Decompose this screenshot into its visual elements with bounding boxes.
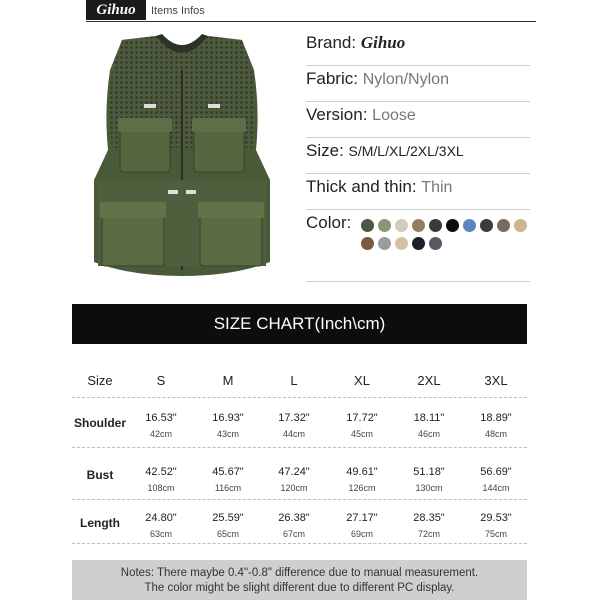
table-cell (463, 408, 529, 439)
thickness-label: Thick and thin: (306, 177, 417, 196)
color-swatch[interactable] (446, 219, 459, 232)
table-cell (128, 508, 194, 539)
color-swatch[interactable] (429, 237, 442, 250)
row-label-shoulder: Shoulder (73, 416, 126, 430)
version-value: Loose (372, 107, 416, 124)
cell-inch-value: 24.80" (145, 512, 177, 524)
cell-cm-value: 45cm (350, 429, 373, 439)
color-swatch[interactable] (361, 219, 374, 232)
size-header-l: L (290, 373, 298, 388)
cell-cm-value: 43cm (216, 429, 239, 439)
thickness-value: Thin (421, 179, 453, 196)
notes-box (72, 560, 527, 600)
size-header-3xl: 3XL (484, 373, 508, 388)
brand-logo: Gihuo (86, 0, 146, 20)
table-cell (128, 462, 194, 493)
brand-value: Gihuo (360, 33, 406, 52)
cell-cm-value: 120cm (280, 483, 308, 493)
spec-brand (306, 30, 530, 66)
cell-inch-value: 18.11" (413, 412, 445, 424)
cell-cm-value: 72cm (417, 529, 440, 539)
fabric-label: Fabric: (306, 69, 358, 88)
spec-version (306, 102, 530, 138)
table-cell (463, 508, 529, 539)
cell-inch-value: 17.32" (278, 412, 310, 424)
color-swatch[interactable] (463, 219, 476, 232)
fabric-value: Nylon/Nylon (362, 71, 449, 88)
vest-illustration (84, 30, 280, 282)
cell-cm-value: 44cm (282, 429, 305, 439)
notes-line-2: The color might be slight different due to different PC display. (144, 582, 455, 594)
table-row (72, 448, 527, 500)
table-cell (261, 462, 327, 493)
cell-cm-value: 65cm (216, 529, 239, 539)
spec-fabric (306, 66, 530, 102)
table-cell (329, 462, 395, 493)
table-cell (329, 508, 395, 539)
color-swatch[interactable] (395, 237, 408, 250)
cell-cm-value: 69cm (350, 529, 373, 539)
cell-inch-value: 16.93" (212, 412, 244, 424)
cell-inch-value: 56.69" (480, 466, 512, 478)
spec-thickness (306, 174, 530, 210)
cell-cm-value: 42cm (149, 429, 172, 439)
table-row (72, 500, 527, 544)
table-row (72, 398, 527, 448)
table-cell (195, 462, 261, 493)
cell-inch-value: 27.17" (346, 512, 378, 524)
table-cell (396, 462, 462, 493)
version-label: Version: (306, 105, 368, 124)
size-header-xl: XL (354, 373, 370, 388)
color-swatch[interactable] (429, 219, 442, 232)
cell-cm-value: 130cm (415, 483, 443, 493)
table-cell (195, 408, 261, 439)
cell-cm-value: 144cm (482, 483, 510, 493)
color-swatch[interactable] (514, 219, 527, 232)
cell-inch-value: 16.53" (145, 412, 177, 424)
cell-cm-value: 108cm (147, 483, 175, 493)
cell-inch-value: 51.18" (413, 466, 445, 478)
cell-inch-value: 29.53" (480, 512, 512, 524)
size-header-s: S (156, 373, 166, 388)
size-chart-title: SIZE CHART(Inch\cm) (72, 304, 527, 344)
row-label-length: Length (80, 516, 120, 530)
cell-inch-value: 26.38" (278, 512, 310, 524)
table-cell (396, 408, 462, 439)
color-swatch[interactable] (412, 219, 425, 232)
table-cell (261, 508, 327, 539)
color-swatch[interactable] (378, 237, 391, 250)
cell-cm-value: 126cm (348, 483, 376, 493)
size-header-label: Size (87, 373, 113, 388)
table-cell (128, 408, 194, 439)
cell-cm-value: 48cm (484, 429, 507, 439)
size-header-2xl: 2XL (417, 373, 441, 388)
items-infos-title: Items Infos (151, 5, 205, 17)
table-cell (261, 408, 327, 439)
table-cell (463, 462, 529, 493)
color-swatch[interactable] (480, 219, 493, 232)
product-image (84, 30, 280, 282)
cell-inch-value: 28.35" (413, 512, 445, 524)
cell-inch-value: 25.59" (212, 512, 244, 524)
size-header-m: M (222, 373, 234, 388)
color-swatch[interactable] (395, 219, 408, 232)
table-cell (396, 508, 462, 539)
color-label: Color: (306, 213, 352, 232)
brand-label: Brand: (306, 33, 357, 52)
table-cell (195, 508, 261, 539)
cell-cm-value: 46cm (417, 429, 440, 439)
notes-line-1: Notes: There maybe 0.4"-0.8" difference due to manual measurement. (120, 567, 479, 579)
cell-inch-value: 18.89" (480, 412, 512, 424)
color-swatch[interactable] (412, 237, 425, 250)
table-cell (329, 408, 395, 439)
row-label-bust: Bust (86, 468, 114, 482)
size-label: Size: (306, 141, 344, 160)
cell-inch-value: 42.52" (145, 466, 177, 478)
cell-cm-value: 116cm (214, 483, 242, 493)
cell-cm-value: 63cm (149, 529, 172, 539)
cell-cm-value: 67cm (282, 529, 305, 539)
cell-cm-value: 75cm (484, 529, 507, 539)
color-swatch[interactable] (361, 237, 374, 250)
cell-inch-value: 49.61" (346, 466, 378, 478)
header-divider (86, 21, 536, 22)
table-header-row (72, 360, 527, 398)
cell-inch-value: 47.24" (278, 466, 310, 478)
cell-inch-value: 45.67" (212, 466, 244, 478)
color-swatch[interactable] (378, 219, 391, 232)
spec-size (306, 138, 530, 174)
color-swatch[interactable] (497, 219, 510, 232)
cell-inch-value: 17.72" (346, 412, 378, 424)
size-value: S/M/L/XL/2XL/3XL (348, 143, 464, 159)
